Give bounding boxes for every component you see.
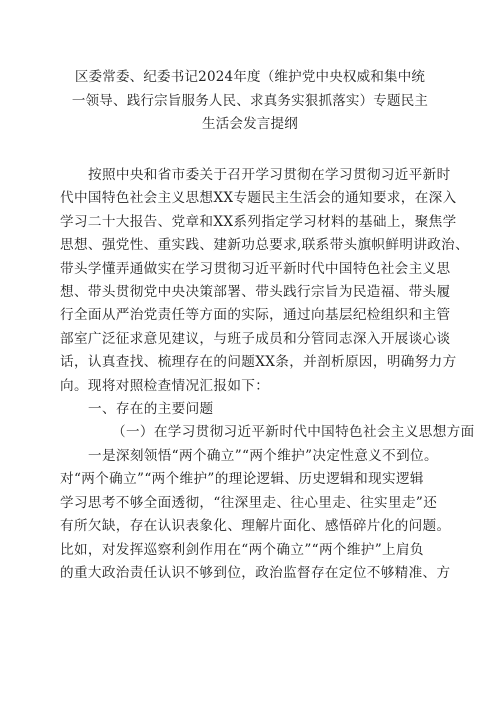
title-line: 区委常委、纪委书记2024年度（维护党中央权威和集中统 <box>74 69 426 85</box>
body-line: 带头学懂弄通做实在学习贯彻习近平新时代中国特色社会主义思 <box>60 260 451 277</box>
body-line: 按照中央和省市委关于召开学习贯彻在学习贯彻习近平新时 <box>88 167 451 183</box>
document-body <box>60 164 475 585</box>
body-line: 代中国特色社会主义思想XX专题民主生活会的通知要求，在深入 <box>60 190 457 207</box>
document-title <box>40 66 460 137</box>
subsection-heading: （一）在学习贯彻习近平新时代中国特色社会主义思想方面 <box>112 424 475 441</box>
body-line: 部室广泛征求意见建议，与班子成员和分管同志深入开展谈心谈 <box>60 330 451 347</box>
body-line: 行全面从严治党责任等方面的实际，通过向基层纪检组织和主管 <box>60 307 451 324</box>
body-line: 一是深刻领悟“两个确立”“两个维护”决定性意义不到位。 <box>88 447 438 464</box>
body-line: 有所欠缺，存在认识表象化、理解片面化、感悟碎片化的问题。 <box>60 518 451 535</box>
body-line: 学习思考不够全面透彻，“往深里走、往心里走、往实里走”还 <box>60 494 438 511</box>
title-line: 一领导、践行宗旨服务人民、求真务实狠抓落实）专题民主 <box>71 92 429 109</box>
body-line: 比如，对发挥巡察利剑作用在“两个确立”“两个维护”上肩负 <box>60 541 424 558</box>
body-line: 学习二十大报告、党章和XX系列指定学习材料的基础上，聚焦学 <box>60 213 457 230</box>
body-line: 思想、强党性、重实践、建新功总要求,联系带头旗帜鲜明讲政治、 <box>60 237 470 254</box>
section-heading: 一、存在的主要问题 <box>88 401 214 418</box>
body-line: 话，认真查找、梳理存在的问题XX条，并剖析原因，明确努力方 <box>60 354 457 371</box>
body-line: 想、带头贯彻党中央决策部署、带头践行宗旨为民造福、带头履 <box>60 284 451 301</box>
body-line: 对“两个确立”“两个维护”的理论逻辑、历史逻辑和现实逻辑 <box>60 471 424 488</box>
body-line: 的重大政治责任认识不够到位，政治监督存在定位不够精准、方 <box>60 564 451 581</box>
title-line: 生活会发言提纲 <box>202 116 298 132</box>
body-line: 向。现将对照检查情况汇报如下： <box>60 377 270 394</box>
